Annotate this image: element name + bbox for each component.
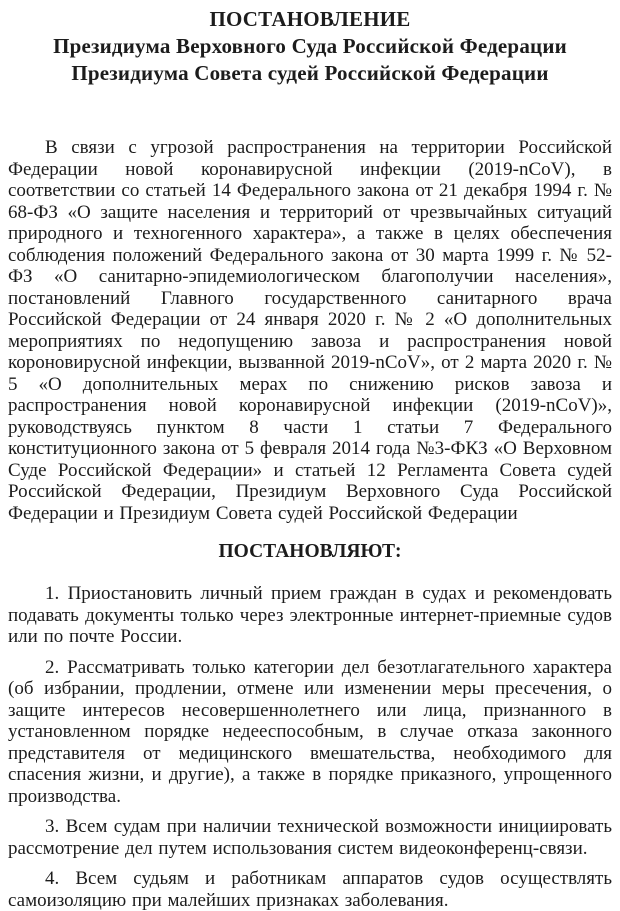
resolution-item-1: 1. Приостановить личный прием граждан в судах и рекомендовать подавать документы только через электронные интернет-приемные судов или по почте России. <box>8 583 612 647</box>
preamble-paragraph: В связи с угрозой распространения на территории Российской Федерации новой коронавирусной инфекции (2019-nCoV), в соответствии со статьей 14 Федерального закона от 21 декабря 1994 г. № 68-ФЗ «О защите населения и территорий от чрезвычайных ситуаций природного и техногенного характера», а также в целях обеспечения соблюдения положений Федерального закона от 30 марта 1999 г. № 52-ФЗ «О санитарно-эпидемиологическом благополучии населения», постановлений Главного государственного санитарного врача Российской Федерации от 24 января 2020 г. № 2 «О дополнительных мероприятиях по недопущению завоза и распространения новой короновирусной инфекции, вызванной 2019-nCoV», от 2 марта 2020 г. № 5 «О дополнительных мерах по снижению рисков завоза и распространения новой коронавирусной инфекции (2019-nCoV)», руководствуясь пунктом 8 части 1 статьи 7 Федерального конституционного закона от 5 февраля 2014 года №3-ФКЗ «О Верховном Суде Российской Федерации» и статьей 12 Регламента Совета судей Российской Федерации, Президиум Верховного Суда Российской Федерации и Президиум Совета судей Российской Федерации <box>8 137 612 524</box>
resolution-heading: ПОСТАНОВЛЯЮТ: <box>218 541 402 562</box>
document-title: ПОСТАНОВЛЕНИЕ <box>209 7 411 31</box>
document-header <box>8 6 612 87</box>
resolution-item-4: 4. Всем судьям и работникам аппаратов судов осуществлять самоизоляцию при малейших признаках заболевания. <box>8 868 612 911</box>
resolution-item-3: 3. Всем судам при наличии технической возможности инициировать рассмотрение дел путем использования систем видеоконференц-связи. <box>8 816 612 859</box>
document-subtitle-council-of-judges: Президиума Совета судей Российской Федерации <box>71 61 549 85</box>
resolution-items <box>8 583 612 911</box>
document-subtitle-supreme-court: Президиума Верховного Суда Российской Федерации <box>53 34 567 58</box>
resolution-item-2: 2. Рассматривать только категории дел безотлагательного характера (об избрании, продлении, отмене или изменении меры пресечения, о защите интересов несовершеннолетнего или лица, признанного в установленном порядке недееспособным, в случае отказа законного представителя от медицинского вмешательства, необходимого для спасения жизни, и другие), а также в порядке приказного, упрощенного производства. <box>8 656 612 807</box>
